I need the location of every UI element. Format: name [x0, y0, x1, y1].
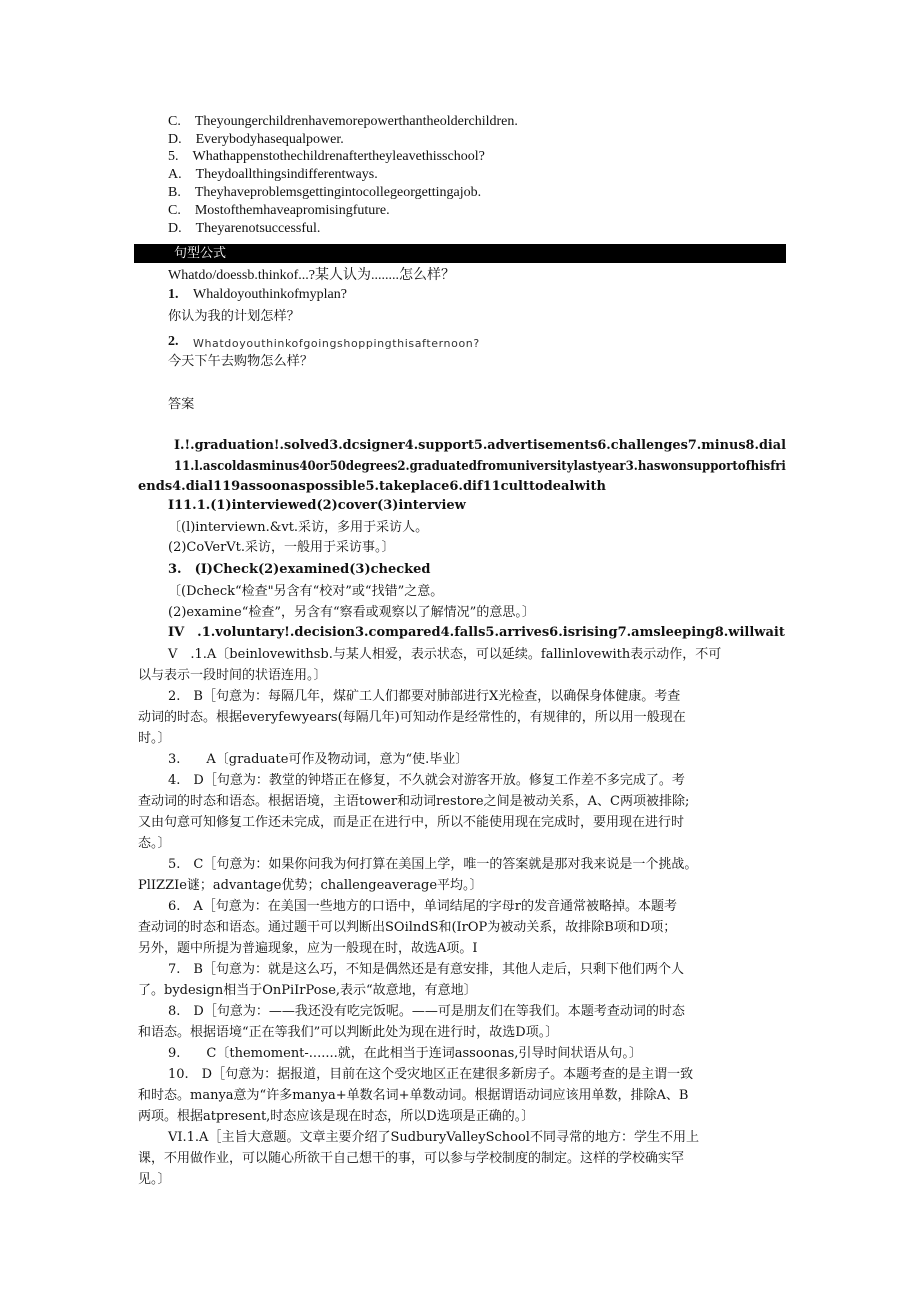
question-option: D. Everybodyhasequalpower.: [168, 132, 344, 147]
answer-line: 动词的时态。根据everyfewyears(每隔几年)可知动作是经常性的，有规律的，所以用一般现在: [138, 710, 686, 725]
answer-line: 8. D［句意为：——我还没有吃完饭呢。——可是朋友们在等我们。本题考查动词的时态: [168, 1004, 685, 1019]
answer-line: 了。bydesign相当于OnPiIrPose,表示“故意地，有意地〕: [138, 983, 477, 998]
answer-line: 课，不用做作业，可以随心所欲干自己想干的事，可以参与学校制度的制定。这样的学校确实罕: [138, 1151, 685, 1166]
answer-line: 5. C［句意为：如果你问我为何打算在美国上学，唯一的答案就是那对我来说是一个挑战。: [168, 857, 698, 872]
answer-line: 见。〕: [138, 1172, 171, 1187]
answer-line: 两项。根据atpresent,时态应该是现在时态，所以D选项是正确的。〕: [138, 1109, 535, 1124]
answer-line: 和语态。根据语境“正在等我们”可以判断此处为现在进行时，故选D项。〕: [138, 1025, 559, 1040]
answer-line: 时。〕: [138, 731, 171, 746]
example-chinese: 今天下午去购物怎么样？: [168, 354, 314, 369]
question-option: B. Theyhaveproblemsgettingintocollegeorgettingajob.: [168, 185, 482, 200]
answer-line: 和时态。manya意为“许多manya+单数名词+单数动词。根据谓语动词应该用单数，排除A、B: [138, 1088, 689, 1103]
answer-line: 以与表示一段时间的状语连用。〕: [138, 668, 327, 683]
answer-line: 〔(Dcheck“检查"另含有“校对”或“找错”之意。: [168, 584, 444, 599]
answer-line: VI.1.A［主旨大意题。文章主要介绍了SudburyValleySchool不同寻常的地方：学生不用上: [168, 1130, 699, 1145]
sentence-formula: Whatdo/doessb.thinkof...?某人认为........怎么样？: [168, 268, 455, 283]
answers-title: 答案: [168, 397, 195, 412]
answer-line: 6. A［句意为：在美国一些地方的口语中，单词结尾的字母r的发音通常被略掉。本题考: [168, 899, 678, 914]
answer-line: 11.l.ascoldasminus40or50degrees2.graduatedfromuniversitylastyear3.haswonsupportofhisfri: [174, 459, 786, 474]
answer-line: 2. B［句意为：每隔几年，煤矿工人们都要对肺部进行X光检查，以确保身体健康。考查: [168, 689, 681, 704]
example-english: Whatdoyouthinkofgoingshoppingthisafternoon?: [193, 337, 480, 350]
answer-line: IV .1.voluntary!.decision3.compared4.falls5.arrives6.isrising7.amsleeping8.willwait: [168, 625, 785, 640]
answer-line: I11.1.(1)interviewed(2)cover(3)interview: [168, 498, 466, 513]
answer-line: V .1.A〔beinlovewithsb.与某人相爱，表示状态，可以延续。fallinlovewith表示动作，不可: [168, 647, 722, 662]
example-chinese: 你认为我的计划怎样？: [168, 309, 300, 324]
answer-line: 查动词的时态和语态。通过题干可以判断出SOilndS和(IrOP为被动关系，故排除B项和D项；: [138, 920, 677, 935]
section-header-bar: [134, 244, 786, 263]
example-number: 1.: [168, 287, 179, 302]
answer-line: 另外，题中所提为普遍现象，应为一般现在时，故选A项。I: [138, 941, 478, 956]
answer-line: 7. B［句意为：就是这么巧，不知是偶然还是有意安排，其他人走后，只剩下他们两个人: [168, 962, 684, 977]
answer-line: 3. A〔graduate可作及物动词，意为“使.毕业〕: [168, 752, 469, 767]
answer-line: 〔(l)interviewn.&vt.采访，多用于采访人。: [168, 520, 429, 535]
answer-line: 9. C〔themoment-.......就，在此相当于连词assoonas,引导时间状语从句。〕: [168, 1046, 642, 1061]
section-title: 句型公式: [174, 246, 227, 261]
question-option: C. Mostofthemhaveapromisingfuture.: [168, 203, 390, 218]
example-english: Whaldoyouthinkofmyplan?: [193, 287, 347, 302]
question-option: D. Theyarenotsuccessful.: [168, 221, 321, 236]
answer-line: 10. D［句意为：据报道，目前在这个受灾地区正在建很多新房子。本题考查的是主谓一致: [168, 1067, 694, 1082]
answer-line: ends4.dial119assoonaspossible5.takeplace6.dif11culttodealwith: [138, 479, 606, 494]
answer-line: PlIZZIe谜；advantage优势；challengeaverage平均。〕: [138, 878, 483, 893]
question-option: A. Theydoallthingsindifferentways.: [168, 167, 378, 182]
answer-line: I.!.graduation!.solved3.dcsigner4.support5.advertisements6.challenges7.minus8.dial: [174, 438, 786, 453]
example-number: 2.: [168, 334, 179, 349]
answer-line: (2)CoVerVt.采访，一般用于采访事。〕: [168, 540, 395, 555]
answer-line: 又由句意可知修复工作还未完成，而是正在进行中，所以不能使用现在完成时，要用现在进行时: [138, 815, 685, 830]
question-option: C. Theyoungerchildrenhavemorepowerthantheolderchildren.: [168, 114, 518, 129]
answer-line: 3. (I)Check(2)examined(3)checked: [168, 562, 431, 577]
answer-line: 4. D［句意为：教堂的钟塔正在修复，不久就会对游客开放。修复工作差不多完成了。考: [168, 773, 685, 788]
answer-line: (2)examine“检查”，另含有“察看或观察以了解情况”的意思。〕: [168, 605, 535, 620]
question-stem: 5. Whathappenstothechildrenaftertheyleavethisschool?: [168, 149, 485, 164]
answer-line: 态。〕: [138, 836, 171, 851]
answer-line: 查动词的时态和语态。根据语境，主语tower和动词restore之间是被动关系，A、C两项被排除;: [138, 794, 690, 809]
